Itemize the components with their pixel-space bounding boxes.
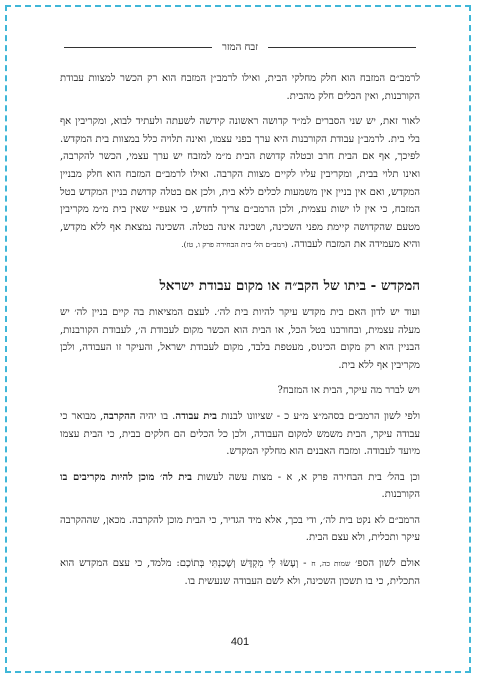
s3-bold-1: בית עבודה <box>175 410 217 422</box>
page-number: 401 <box>230 636 250 648</box>
section-question: ויש לברר מה עיקר, הבית או המזבח? <box>277 385 420 397</box>
s3-text-c: . בו יהיה <box>135 410 176 422</box>
paragraph-1: לרמב״ם המזבח הוא חלק מחלקי הבית, ואילו לרמב״ן המזבח הוא רק הכשר למצוות עבודת הקורבנות, ואין הכלים חלק מהבית. <box>60 73 420 102</box>
section-paragraph-5: הרמב״ם לא נקט בית לה׳, ודי בכך, אלא מיד הגדיר, כי הבית מוכן להקרבה. מכאן, שההקרבה עיקר ותכלית, ולא עצם הבית. <box>60 514 420 544</box>
s6-text-b: - וְעָשׂוּ לִי מִקְדָּשׁ וְשָׁכַנְתִּי בְּתוֹכָם: מלמד, כי עצם המקדש הוא התכלית, כי בו תשכון השכינה, ולא לשם העבודה שנעשית בו. <box>60 558 420 587</box>
s6-text-a: אולם לשון הספ׳ <box>350 558 420 570</box>
page-body <box>60 70 420 598</box>
s3-bold-2: ההקרבה <box>103 410 136 422</box>
section-paragraph-1: ועוד יש לדון האם בית מקדש עיקר להיות בית לה׳. לעצם המציאות בה קיים בניין לה׳ יש מעלה עצמית, ובחורבנו בטל הכל, או הבית הוא הכשר מקום לעבודת ה׳, לעבודת הקורבנות, הבניין הוא רק מקום הכינוס, מעטפת בלבד, מקום לעבודת ישראל, והעיקר זו העבודה, ולכן מקריבין אף ללא בית. <box>60 306 420 371</box>
section-paragraph-6 <box>60 555 420 590</box>
s3-text-a: ולפי לשון הרמב״ם בסהמ״צ מ״ע כ - שציוונו לבנות <box>216 410 420 422</box>
section-paragraph-3 <box>60 408 420 461</box>
s4-text-c: הקורבנות. <box>381 489 420 501</box>
section-paragraph-4 <box>60 469 420 504</box>
s4-text-a: וכן בהל׳ בית הבחירה פרק א, א - מצות עשה לעשות <box>191 471 420 483</box>
paragraph-2 <box>60 113 420 254</box>
s6-source: שמות כה, ח <box>311 559 351 569</box>
header-rule-right <box>268 47 416 48</box>
paragraph-2-citation: (רמב״ם הל׳ בית הבחירה פרק ו, טז). <box>181 240 288 250</box>
header-title: זבח המזר <box>221 41 259 53</box>
s3-text-d: , מבואר כי עבודה עיקר, הבית משמש למקום העבודה, ולכן כל הכלים הם חלקים בבית, כי הבית עצמו מיועד לעבודה. ומזבח האבנים הוא מחלקי המקדש. <box>60 410 420 458</box>
paragraph-2-text: לאור זאת, יש שני הסברים למ״ד קדושה ראשונה קידשה לשעתה ולעתיד לבוא, ומקריבין אף בלי בית. לרמב״ן עבודת הקורבנות היא ערך בפני עצמו, ואינה תלויה כלל במצוות בית המקדש. לפיכך, אף אם הבית חרב ובטלה קדושת הבית מ״מ למזבח יש ערך עצמי, הכשר להקרבה, ואינו תלוי בבית, ומקריבין עליו לקיים מצוות הקרבה. ואילו לרמב״ם המזבח הוא חלק מבניין המקדש, ואם אין בניין אין משמעות לכלים ללא בית, ולכן אם בטלה קדושת בניין המקדש בטל המזבח, כי אין לו ישות עצמית, ולכן הרמב״ם צריך לחדש, כי אעפ״י שאין בית מ״מ מקריבין מטעם שהקדושה קיימת מפני השכינה, ושכינה אינה בטלה. השכינה נמצאת אף ללא מקדש, והיא מעמידה את המזבח לעבודה. <box>60 116 420 251</box>
header-rule-left <box>64 47 212 48</box>
running-header <box>64 40 416 54</box>
s4-bold: בית לה׳ מוכן להיות מקריבים בו <box>60 471 192 483</box>
section-heading: המקדש - ביתו של הקב״ה או מקום עבודת ישראל <box>159 277 420 294</box>
